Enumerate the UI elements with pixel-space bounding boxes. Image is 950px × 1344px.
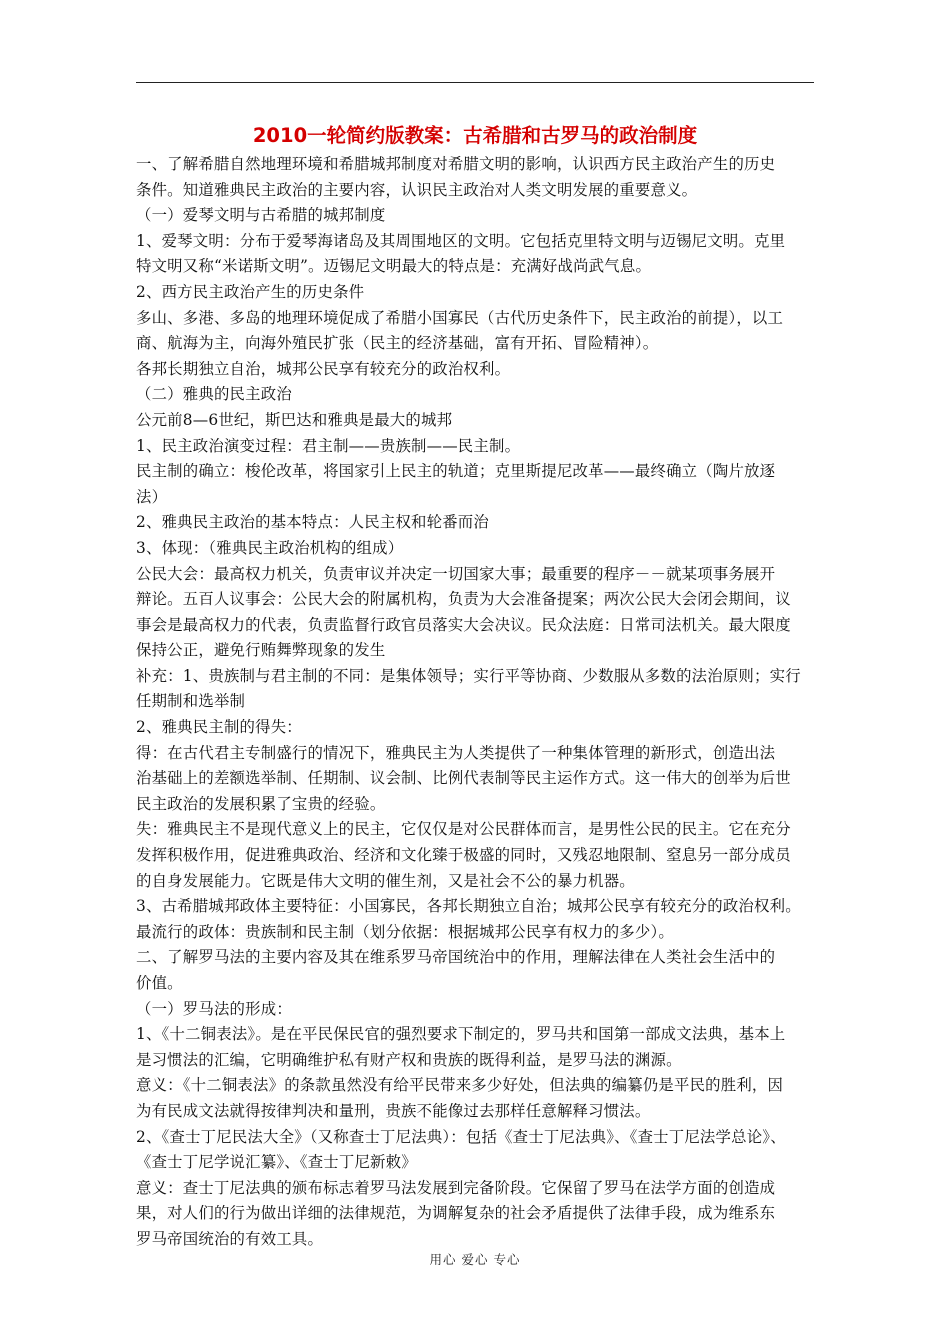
body-line: 的自身发展能力。它既是伟大文明的催生剂，又是社会不公的暴力机器。 <box>136 871 635 890</box>
body-line: 法） <box>136 487 168 506</box>
body-line: 是习惯法的汇编，它明确维护私有财产权和贵族的既得利益，是罗马法的渊源。 <box>136 1050 682 1069</box>
body-line: 3、体现：（雅典民主政治机构的组成） <box>136 538 404 557</box>
body-line: 发挥积极作用，促进雅典政治、经济和文化臻于极盛的同时，又残忍地限制、窒息另一部分成员 <box>136 846 791 865</box>
body-line: 一、了解希腊自然地理环境和希腊城邦制度对希腊文明的影响，认识西方民主政治产生的历史 <box>136 155 776 173</box>
body-line: 任期制和选举制 <box>136 692 246 711</box>
document-title: 2010一轮简约版教案：古希腊和古罗马的政治制度 <box>252 124 698 147</box>
body-line: 各邦长期独立自治，城邦公民享有较充分的政治权利。 <box>136 359 511 378</box>
body-line: 价值。 <box>136 974 183 992</box>
body-line: 辩论。五百人议事会：公民大会的附属机构，负责为大会准备提案；两次公民大会闭会期间，议 <box>136 590 791 609</box>
body-line: 3、古希腊城邦政体主要特征：小国寡民，各邦长期独立自治；城邦公民享有较充分的政治权利。 <box>136 897 801 916</box>
body-line: 公元前8—6世纪，斯巴达和雅典是最大的城邦 <box>136 410 453 429</box>
body-line: 民主政治的发展积累了宝贵的经验。 <box>136 794 386 813</box>
body-line: （二）雅典的民主政治 <box>136 385 292 404</box>
body-line: 2、西方民主政治产生的历史条件 <box>136 282 365 301</box>
body-line: （一）罗马法的形成： <box>136 999 292 1018</box>
body-line: 民主制的确立：梭伦改革，将国家引上民主的轨道；克里斯提尼改革——最终确立（陶片放逐 <box>136 462 776 481</box>
body-line: 2、雅典民主政治的基本特点：人民主权和轮番而治 <box>136 513 489 532</box>
body-line: 《查士丁尼学说汇纂》、《查士丁尼新敕》 <box>136 1153 417 1172</box>
body-line: 1、爱琴文明：分布于爱琴海诸岛及其周围地区的文明。它包括克里特文明与迈锡尼文明。克里 <box>136 231 786 250</box>
body-line: 果，对人们的行为做出详细的法律规范，为调解复杂的社会矛盾提供了法律手段，成为维系东 <box>136 1204 776 1223</box>
body-line: 1、民主政治演变过程：君主制——贵族制——民主制。 <box>136 436 521 455</box>
body-line: 意义：《十二铜表法》的条款虽然没有给平民带来多少好处，但法典的编纂仍是平民的胜利，因 <box>136 1076 784 1095</box>
body-line: 特文明又称“米诺斯文明”。迈锡尼文明最大的特点是：充满好战尚武气息。 <box>136 257 652 276</box>
body-line: 失：雅典民主不是现代意义上的民主，它仅仅是对公民群体而言，是男性公民的民主。它在充分 <box>136 820 791 839</box>
document-body <box>136 152 816 1253</box>
body-line: 意义：查士丁尼法典的颁布标志着罗马法发展到完备阶段。它保留了罗马在法学方面的创造成 <box>136 1178 776 1197</box>
body-line: 商、航海为主，向海外殖民扩张（民主的经济基础，富有开拓、冒险精神）。 <box>136 334 659 353</box>
body-line: 1、《十二铜表法》。是在平民保民官的强烈要求下制定的，罗马共和国第一部成文法典，基本上 <box>136 1025 786 1044</box>
body-line: 得：在古代君主专制盛行的情况下，雅典民主为人类提供了一种集体管理的新形式，创造出法 <box>136 743 776 762</box>
body-line: 2、雅典民主制的得失： <box>136 718 302 737</box>
body-line: 公民大会：最高权力机关，负责审议并决定一切国家大事；最重要的程序－－就某项事务展开 <box>136 564 776 583</box>
body-line: 2、《查士丁尼民法大全》（又称查士丁尼法典）：包括《查士丁尼法典》、《查士丁尼法学总论》、 <box>136 1127 786 1146</box>
body-line: 二、了解罗马法的主要内容及其在维系罗马帝国统治中的作用，理解法律在人类社会生活中的 <box>136 948 776 967</box>
body-line: 补充：1、贵族制与君主制的不同：是集体领导；实行平等协商、少数服从多数的法治原则；实行 <box>136 666 801 685</box>
body-line: 治基础上的差额选举制、任期制、议会制、比例代表制等民主运作方式。这一伟大的创举为后世 <box>136 769 791 788</box>
body-line: 条件。知道雅典民主政治的主要内容，认识民主政治对人类文明发展的重要意义。 <box>136 180 698 199</box>
header-rule <box>136 82 814 83</box>
body-line: 多山、多港、多岛的地理环境促成了希腊小国寡民（古代历史条件下，民主政治的前提），以工 <box>136 308 784 327</box>
body-line: 罗马帝国统治的有效工具。 <box>136 1229 324 1248</box>
body-line: 事会是最高权力的代表，负责监督行政官员落实大会决议。民众法庭：日常司法机关。最大限度 <box>136 615 791 634</box>
body-line: 保持公正，避免行贿舞弊现象的发生 <box>136 641 386 660</box>
body-line: 最流行的政体：贵族制和民主制（划分依据：根据城邦公民享有权力的多少）。 <box>136 922 674 941</box>
body-line: 为有民成文法就得按律判决和量刑，贵族不能像过去那样任意解释习惯法。 <box>136 1101 651 1120</box>
body-line: （一）爱琴文明与古希腊的城邦制度 <box>136 206 386 225</box>
page-footer: 用心 爱心 专心 <box>429 1252 521 1267</box>
